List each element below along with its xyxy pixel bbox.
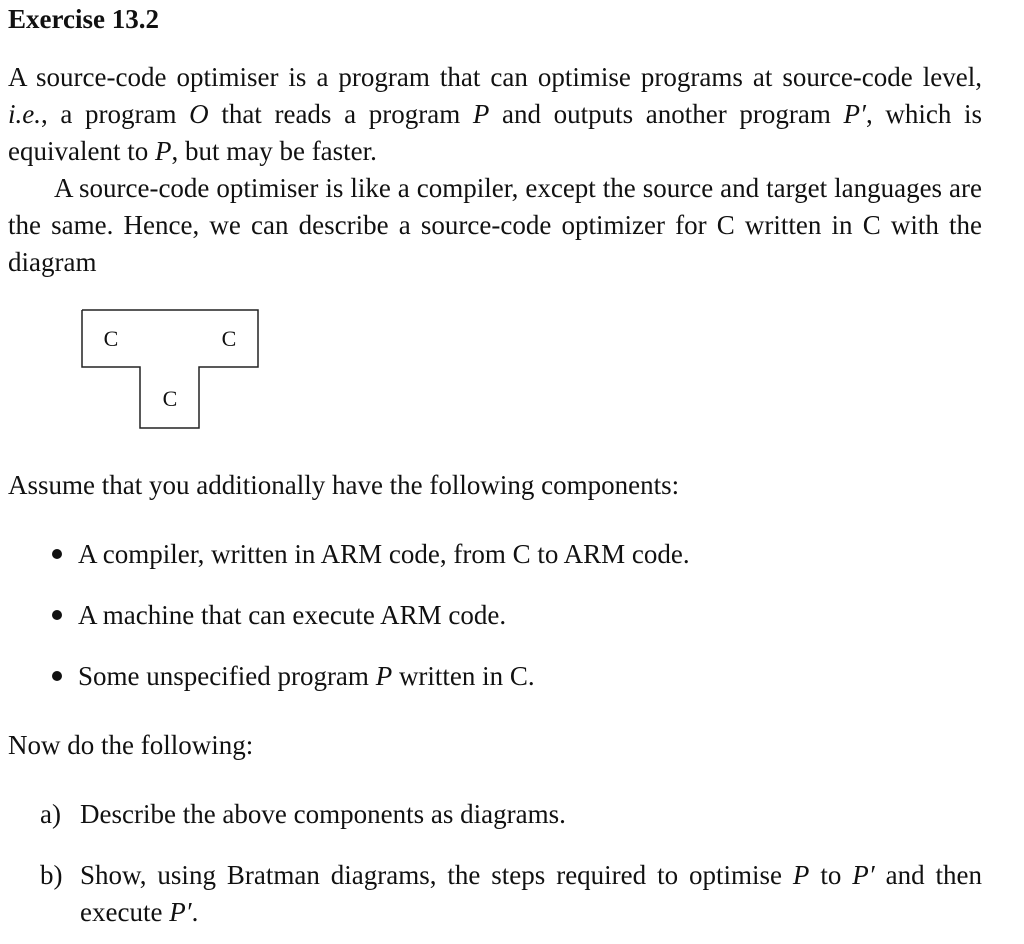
variable-p: P (472, 99, 490, 129)
task-a (40, 796, 982, 833)
assume-text: Assume that you additionally have the following components: (8, 470, 680, 500)
text-span: to (809, 860, 853, 890)
intro-paragraph-2: A source-code optimiser is like a compiler, except the source and target languages are the same. Hence, we can describe a source-code optimizer for C written in C with the diagram (8, 173, 982, 277)
intro-paragraph-1 (8, 59, 982, 170)
diagram-implementation-label: C (162, 386, 178, 411)
bullet-icon (52, 549, 62, 559)
variable-p: P (375, 661, 393, 691)
task-marker: a) (40, 799, 61, 829)
text-span-italic: i.e. (8, 99, 41, 129)
list-item (52, 598, 506, 632)
exercise-heading: Exercise 13.2 (8, 4, 159, 34)
variable-o: O (189, 99, 209, 129)
bullet-icon (52, 671, 62, 681)
t-diagram (81, 309, 261, 431)
list-item-text: A machine that can execute ARM code. (78, 600, 507, 630)
text-span: and then execute (80, 860, 982, 927)
diagram-target-label: C (221, 326, 237, 351)
text-span: , a program (41, 99, 190, 129)
text-span: , which is equivalent to (8, 99, 983, 166)
bullet-icon (52, 610, 62, 620)
text-span: , but may be faster. (171, 136, 377, 166)
task-marker: b) (40, 860, 63, 890)
list-item-text: Some unspecified program (78, 661, 376, 691)
task-text (80, 857, 982, 931)
text-span: and outputs another program (489, 99, 844, 129)
text-span: . (191, 897, 199, 927)
list-item (52, 659, 535, 693)
text-span: Show, using Bratman diagrams, the steps required to optimise (80, 860, 793, 890)
task-b (40, 857, 982, 931)
variable-p-prime: P′ (169, 897, 192, 927)
list-item-text: A compiler, written in ARM code, from C to ARM code. (78, 539, 690, 569)
task-text: Describe the above components as diagrams. (80, 799, 566, 829)
variable-p-prime: P′ (843, 99, 866, 129)
now-text: Now do the following: (8, 730, 254, 760)
text-span: A source-code optimiser is a program that can optimise programs at source-code level, (8, 62, 982, 92)
diagram-source-label: C (103, 326, 119, 351)
list-item (52, 537, 690, 571)
variable-p: P (792, 860, 810, 890)
text-span: that reads a program (208, 99, 473, 129)
variable-p: P (154, 136, 172, 166)
list-item-text: written in C. (392, 661, 535, 691)
variable-p-prime: P′ (852, 860, 875, 890)
